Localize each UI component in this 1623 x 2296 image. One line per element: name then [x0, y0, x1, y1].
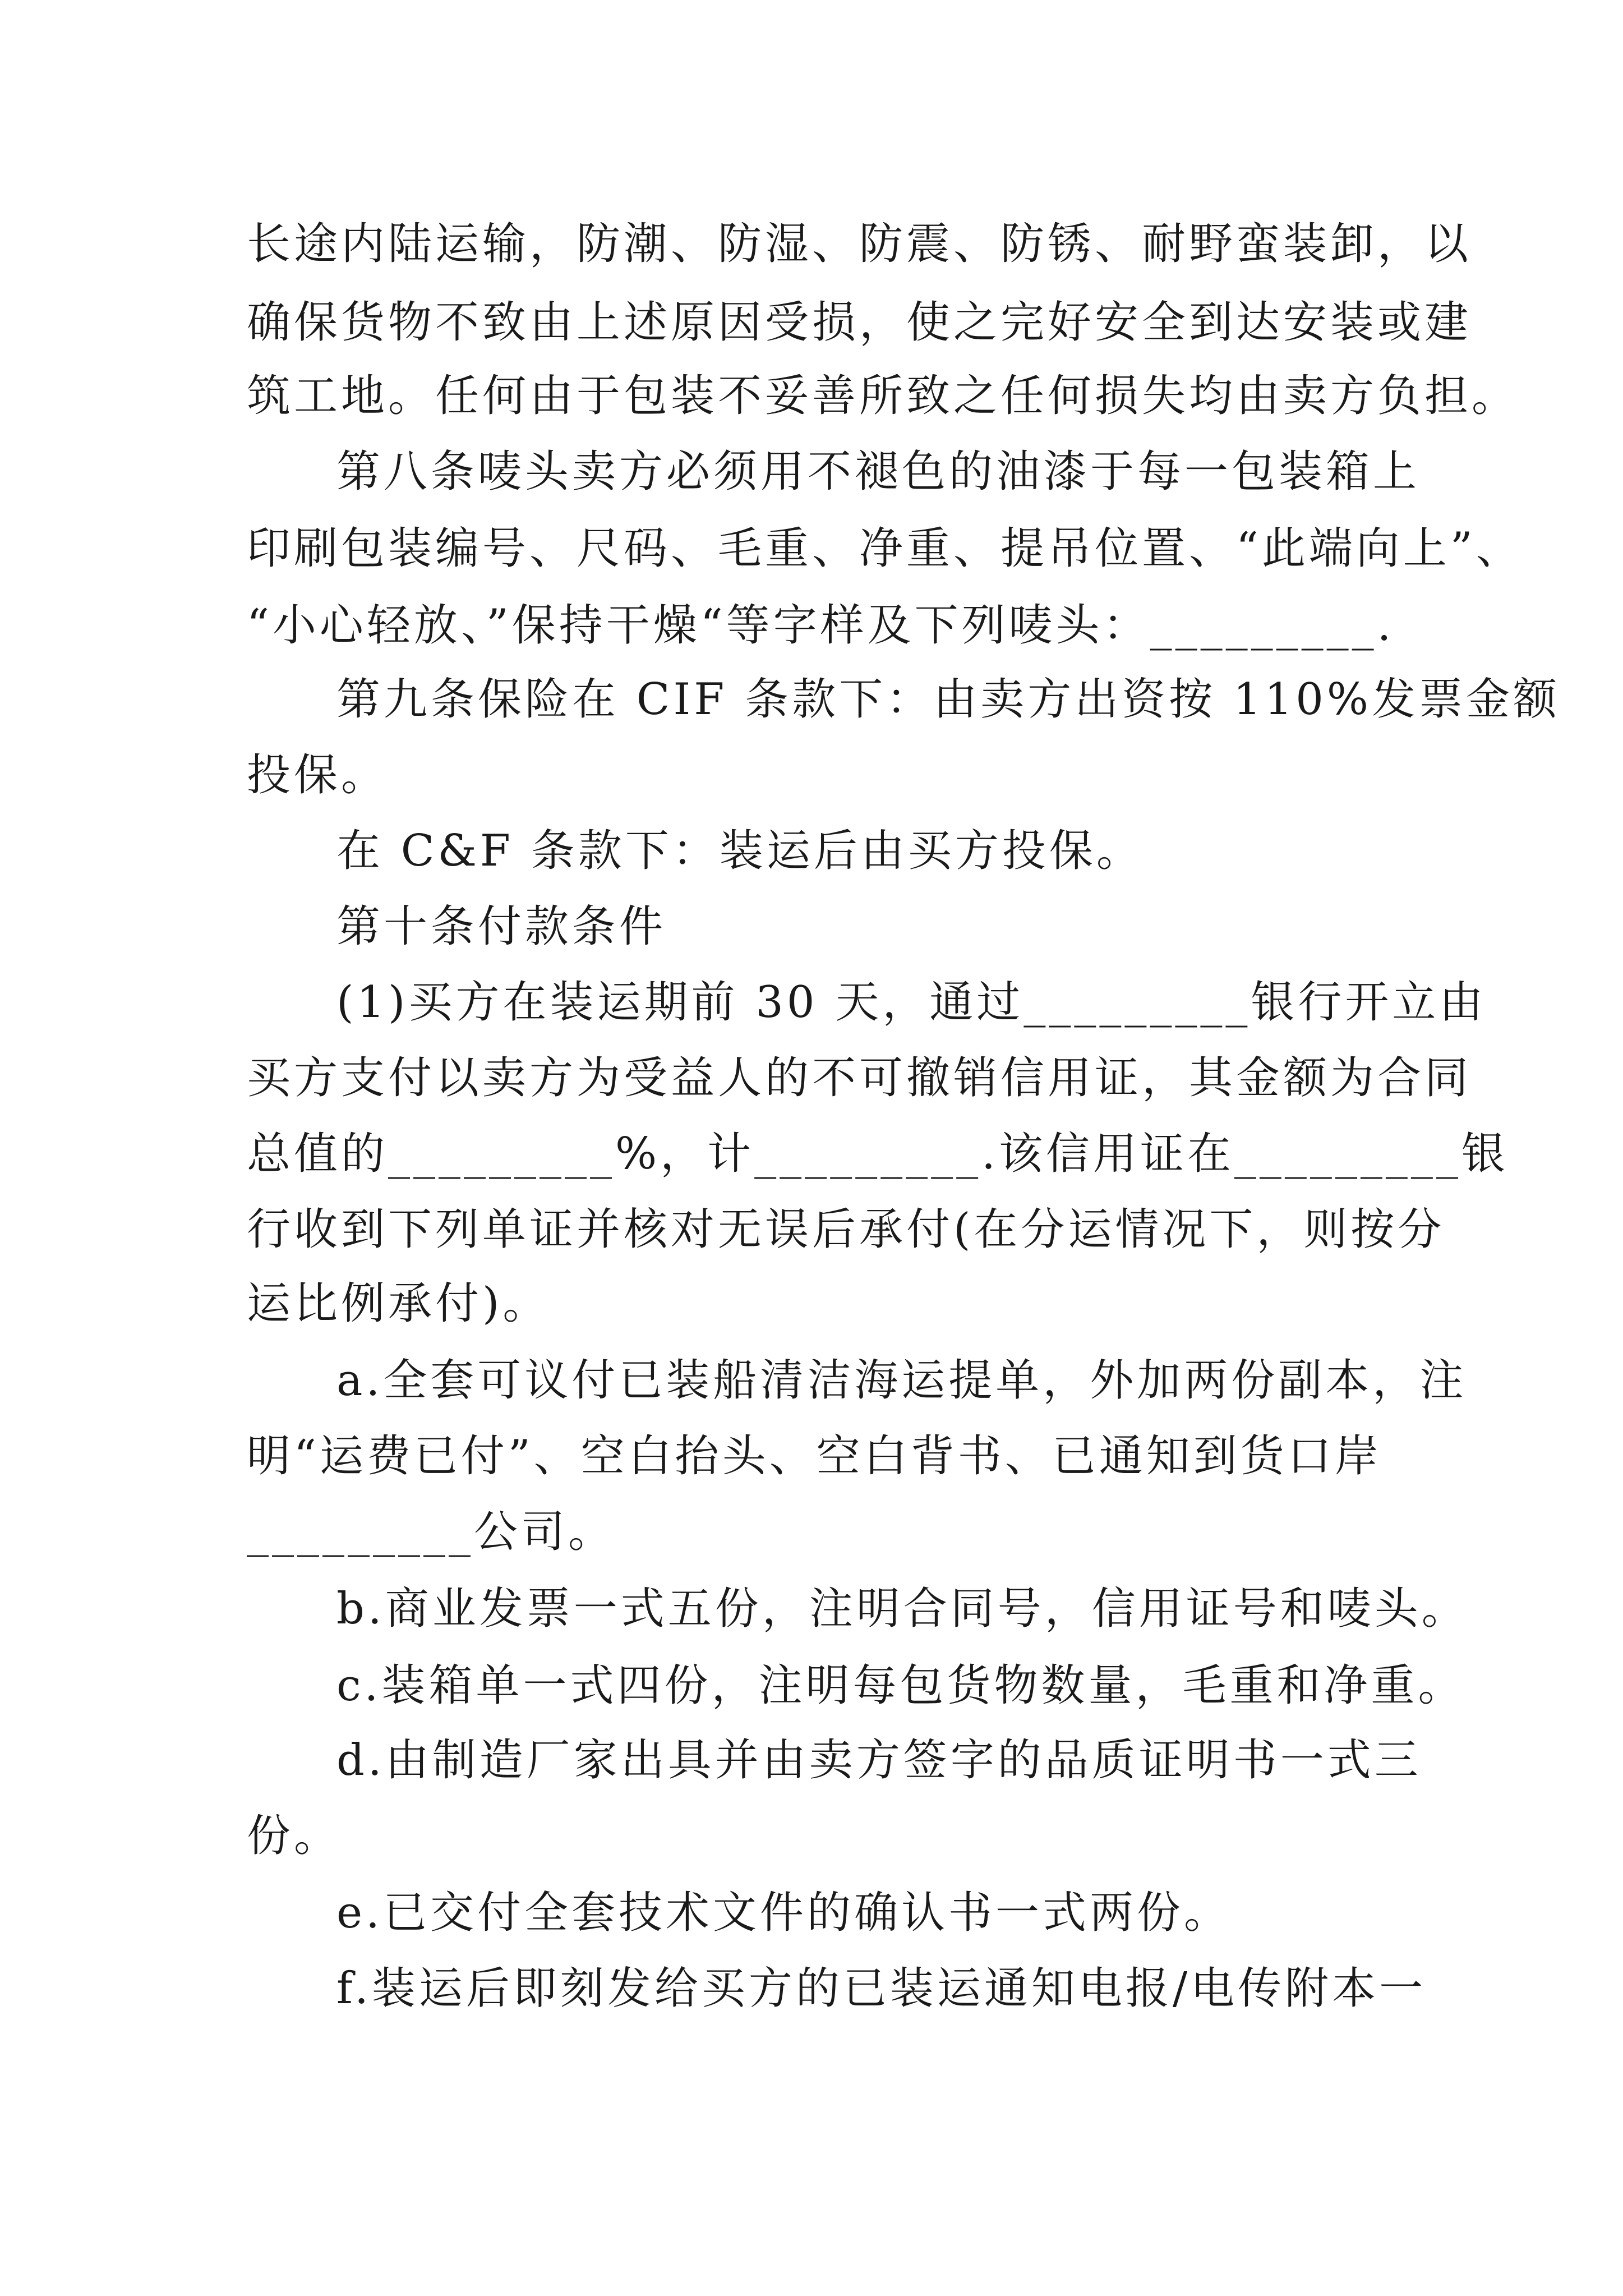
text-line: d.由制造厂家出具并由卖方签字的品质证明书一式三: [336, 1735, 1422, 1786]
text-line: 筑工地。任何由于包装不妥善所致之任何损失均由卖方负担。: [247, 371, 1519, 421]
text-line: (1)买方在装运期前 30 天，通过_________银行开立由: [336, 977, 1487, 1028]
text-line: 行收到下列单证并核对无误后承付(在分运情况下，则按分: [247, 1204, 1445, 1255]
text-line: f.装运后即刻发给买方的已装运通知电报/电传附本一: [336, 1963, 1427, 2014]
text-line: 第十条付款条件: [336, 901, 667, 952]
text-line: 第八条唛头卖方必须用不褪色的油漆于每一包装箱上: [336, 447, 1421, 497]
text-line: b.商业发票一式五份，注明合同号，信用证号和唛头。: [336, 1584, 1469, 1634]
text-line: 在 C&F 条款下：装运后由买方投保。: [336, 826, 1144, 876]
text-line: 运比例承付)。: [247, 1278, 550, 1329]
text-line: _________公司。: [247, 1507, 616, 1557]
text-line: 长途内陆运输，防潮、防湿、防震、防锈、耐野蛮装卸，以: [247, 219, 1472, 269]
text-line: c.装箱单一式四份，注明每包货物数量，毛重和净重。: [336, 1660, 1465, 1711]
text-line: 明“运费已付”、空白抬头、空白背书、已通知到货口岸: [247, 1431, 1382, 1481]
text-line: e.已交付全套技术文件的确认书一式两份。: [336, 1888, 1231, 1938]
text-line: 份。: [247, 1811, 342, 1861]
text-line: a.全套可议付已装船清洁海运提单，外加两份副本，注: [336, 1355, 1467, 1406]
text-line: 印刷包装编号、尺码、毛重、净重、提吊位置、“此端向上”、: [247, 523, 1523, 574]
text-line: 买方支付以卖方为受益人的不可撤销信用证，其金额为合同: [247, 1053, 1472, 1103]
text-line: 第九条保险在 CIF 条款下：由卖方出资按 110%发票金额: [336, 674, 1560, 725]
text-line: “小心轻放、”保持干燥“等字样及下列唛头：_________.: [247, 600, 1395, 651]
text-line: 投保。: [247, 750, 389, 800]
text-line: 总值的_________%，计_________.该信用证在_________银: [247, 1129, 1509, 1179]
text-line: 确保货物不致由上述原因受损，使之完好安全到达安装或建: [247, 297, 1472, 348]
